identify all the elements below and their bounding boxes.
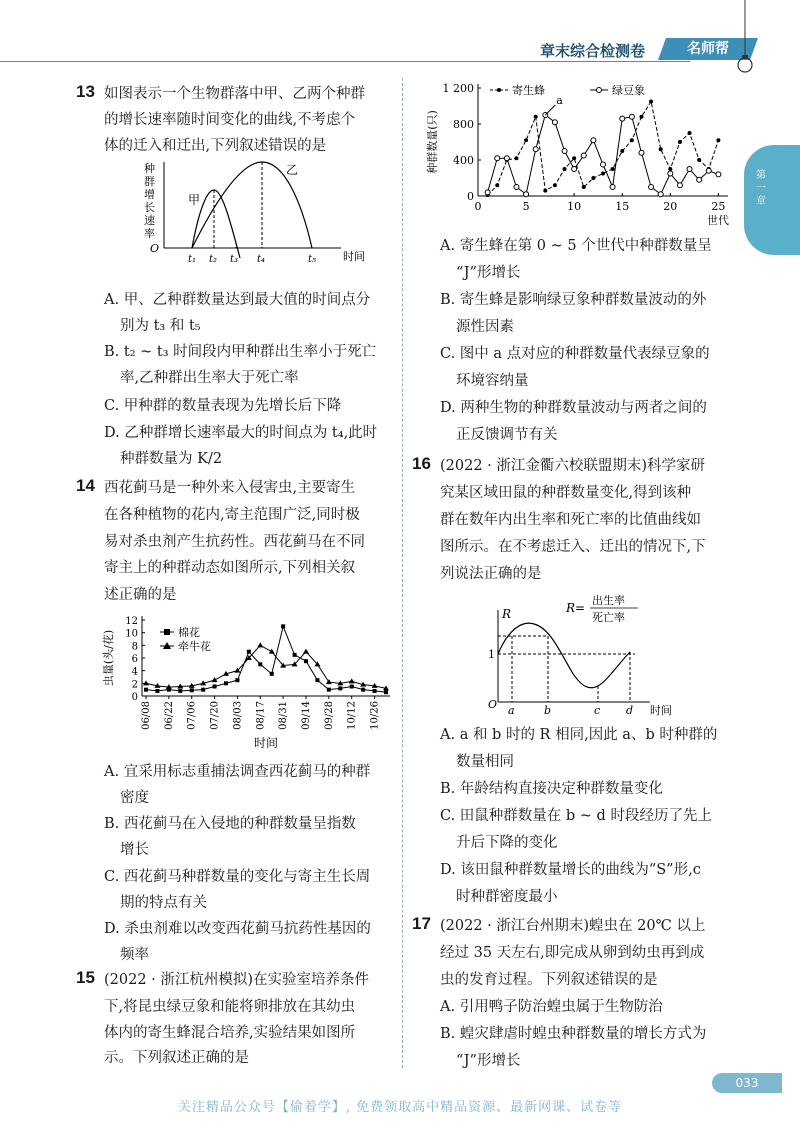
- annotation-pointer: [545, 105, 555, 115]
- data-point-circle: [706, 168, 711, 173]
- data-point-triangle: [326, 679, 332, 684]
- q13-option: C. 甲种群的数量表现为先增长后下降: [104, 398, 342, 414]
- q17-option: “J”形增长: [456, 1053, 521, 1069]
- q14-text: 易对杀虫剂产生抗药性。西花蓟马在不同: [104, 534, 365, 550]
- y-tick-label: 400: [453, 154, 474, 167]
- data-point-square: [327, 688, 331, 692]
- q15-option: C. 图中 a 点对应的种群数量代表绿豆象的: [440, 346, 710, 362]
- data-point-circle: [495, 156, 500, 161]
- data-point-square: [190, 688, 194, 692]
- legend-marker-dot: [497, 88, 501, 92]
- data-point-circle: [524, 192, 529, 197]
- y-tick-label: 10: [125, 628, 138, 640]
- q14-text: 西花蓟马是一种外来入侵害虫,主要寄生: [104, 480, 356, 496]
- q15-text: 下,将昆虫绿豆象和能将卵排放在其幼虫: [104, 999, 356, 1015]
- q15-text: 体内的寄生蜂混合培养,实验结果如图所: [104, 1025, 356, 1041]
- q13-text-3: 体的迁入和迁出,下列叙述错误的是: [104, 138, 327, 154]
- data-point-dot: [534, 115, 538, 119]
- question-number: 16: [412, 454, 431, 473]
- data-point-dot: [572, 156, 576, 160]
- data-point-circle: [485, 190, 490, 195]
- y-tick-label: 2: [131, 679, 138, 691]
- x-tick-label: 07/20: [209, 701, 221, 730]
- q13-growth-rate-figure: [136, 160, 386, 270]
- data-point-triangle: [303, 649, 309, 654]
- q13-label-yi: 乙: [286, 163, 299, 177]
- q15-text: 示。下列叙述正确的是: [104, 1050, 249, 1066]
- data-point-circle: [601, 162, 606, 167]
- q13-origin: O: [150, 242, 160, 255]
- y-tick-label: 4: [131, 666, 138, 678]
- q15-option: D. 两种生物的种群数量波动与两者之间的: [440, 400, 707, 416]
- x-tick-label: 20: [663, 200, 678, 213]
- q13-ylabel-char: 群: [144, 175, 155, 188]
- question-number: 14: [76, 476, 95, 495]
- data-point-square: [258, 662, 262, 666]
- q13-ylabel: [144, 162, 155, 240]
- q14-option: A. 宜采用标志重捕法调查西花蓟马的种群: [104, 764, 371, 780]
- data-point-square: [235, 678, 239, 682]
- q13-option: A. 甲、乙种群数量达到最大值的时间点分: [104, 292, 371, 308]
- data-point-triangle: [349, 678, 355, 683]
- q14-option: B. 西花蓟马在入侵地的种群数量呈指数: [104, 816, 356, 832]
- data-point-triangle: [212, 677, 218, 682]
- lightbulb-icon: [733, 0, 757, 80]
- q16-ratio-figure: [480, 590, 700, 720]
- q13-tick-t3: t₃: [230, 254, 239, 265]
- q15-option: “J”形增长: [456, 265, 521, 281]
- q14-option: C. 西花蓟马种群数量的变化与寄主生长周: [104, 869, 371, 885]
- q13-tick-t2: t₂: [209, 254, 218, 265]
- data-point-dot: [678, 140, 682, 144]
- q16-option: B. 年龄结构直接决定种群数量变化: [440, 781, 663, 797]
- data-point-square: [384, 690, 388, 694]
- annotation-a: a: [556, 94, 563, 107]
- x-axis-label: 时间: [253, 736, 279, 750]
- data-point-dot: [514, 156, 518, 160]
- q14-option: 频率: [120, 947, 149, 963]
- x-tick-label: 15: [615, 200, 630, 213]
- data-point-dot: [563, 167, 567, 171]
- q13-ylabel-char: 率: [144, 227, 155, 240]
- data-point-dot: [601, 172, 605, 176]
- data-point-dot: [716, 138, 720, 142]
- data-point-dot: [649, 100, 653, 104]
- legend-marker-circle: [597, 88, 602, 93]
- data-point-square: [338, 686, 342, 690]
- data-point-dot: [639, 115, 643, 119]
- data-point-dot: [668, 167, 672, 171]
- data-point-square: [270, 672, 274, 676]
- header-title: 章末综合检测卷: [540, 42, 646, 60]
- y-tick-label: 0: [467, 190, 474, 203]
- data-point-circle: [649, 185, 654, 190]
- q16-option: 时种群密度最小: [456, 889, 558, 905]
- data-point-circle: [562, 149, 567, 154]
- legend-marker-square: [164, 629, 170, 635]
- y-tick-label: 8: [131, 641, 138, 653]
- q13-option: 别为 t₃ 和 t₅: [120, 318, 201, 334]
- q16-xlabel: 时间: [650, 704, 672, 717]
- q17-text: 虫的发育过程。下列叙述错误的是: [440, 972, 658, 988]
- data-point-circle: [677, 183, 682, 188]
- q15-population-chart: [410, 78, 740, 228]
- x-tick-label: 10: [567, 200, 582, 213]
- q14-option: 增长: [120, 842, 149, 858]
- q16-text: (2022 · 浙江金衢六校联盟期末)科学家研: [440, 458, 706, 474]
- q13-option: B. t₂ ~ t₃ 时间段内甲种群出生率小于死亡: [104, 344, 377, 360]
- q13-label-jia: 甲: [188, 193, 201, 207]
- q13-option: D. 乙种群增长速率最大的时间点为 t₄,此时: [104, 425, 378, 441]
- data-point-square: [350, 685, 354, 689]
- data-point-dot: [553, 183, 557, 187]
- q16-option: A. a 和 b 时的 R 相同,因此 a、b 时种群的: [440, 727, 718, 743]
- data-point-square: [361, 688, 365, 692]
- q13-ylabel-char: 速: [144, 214, 155, 227]
- data-point-circle: [610, 185, 615, 190]
- page-number: 033: [712, 1073, 782, 1093]
- data-point-square: [213, 685, 217, 689]
- q13-option: 种群数量为 K/2: [120, 451, 223, 467]
- q16-tick-c: c: [594, 704, 601, 717]
- x-tick-label: 06/22: [163, 701, 175, 730]
- data-point-dot: [659, 147, 663, 151]
- data-point-circle: [591, 138, 596, 143]
- data-point-square: [247, 650, 251, 654]
- q16-formula-lhs: R=: [566, 601, 586, 615]
- question-number: 13: [76, 82, 95, 101]
- q13-tick-t1: t₁: [188, 254, 197, 265]
- y-tick-label: 1 200: [442, 82, 474, 95]
- data-point-dot: [582, 185, 586, 189]
- q14-option: 密度: [120, 790, 149, 806]
- x-tick-label: 25: [711, 200, 726, 213]
- question-number: 17: [412, 914, 431, 933]
- legend-label: 牵牛花: [178, 640, 211, 653]
- x-tick-label: 08/03: [232, 701, 244, 730]
- data-point-circle: [533, 147, 538, 152]
- q16-tick-d: d: [626, 704, 634, 717]
- data-point-square: [178, 689, 182, 693]
- q16-text: 群在数年内出生率和死亡率的比值曲线如: [440, 512, 701, 528]
- x-tick-label: 5: [522, 200, 530, 213]
- data-point-triangle: [269, 649, 275, 654]
- q16-tick-a: a: [508, 704, 515, 717]
- q13-ylabel-char: 增: [144, 188, 155, 201]
- data-point-circle: [687, 167, 692, 172]
- q16-text: 列说法正确的是: [440, 566, 542, 582]
- data-point-square: [315, 678, 319, 682]
- q16-tick-b: b: [544, 704, 552, 717]
- y-axis-label: 虫量(头/花): [102, 629, 115, 687]
- data-point-circle: [572, 167, 577, 172]
- data-point-dot: [611, 167, 615, 171]
- q17-text: (2022 · 浙江台州期末)蝗虫在 20℃ 以上: [440, 918, 706, 934]
- series-line-dot: [488, 102, 719, 196]
- q16-option: D. 该田鼠种群数量增长的曲线为“S”形,c: [440, 862, 701, 878]
- legend-label: 棉花: [178, 626, 200, 639]
- q13-tick-t4: t₄: [257, 254, 266, 265]
- data-point-circle: [697, 177, 702, 182]
- data-point-circle: [504, 156, 509, 161]
- q14-text: 寄主上的种群动态如图所示,下列相关叙: [104, 560, 356, 576]
- q15-text: (2022 · 浙江杭州模拟)在实验室培养条件: [104, 972, 370, 988]
- q17-option: B. 蝗灾肆虐时蝗虫种群数量的增长方式为: [440, 1026, 707, 1042]
- x-tick-label: 08/31: [278, 701, 290, 730]
- q14-text: 述正确的是: [104, 587, 177, 603]
- data-point-dot: [697, 158, 701, 162]
- q14-text: 在各种植物的花内,寄主范围广泛,同时极: [104, 507, 360, 523]
- y-tick-label: 12: [125, 616, 138, 627]
- q16-formula-num: 出生率: [592, 594, 625, 607]
- q16-origin: O: [488, 698, 498, 711]
- q15-option: 源性因素: [456, 319, 514, 335]
- q15-option: 环境容纳量: [456, 373, 529, 389]
- data-point-circle: [620, 116, 625, 121]
- q16-option: 升后下降的变化: [456, 835, 558, 851]
- data-point-circle: [668, 171, 673, 176]
- x-tick-label: 10/12: [346, 701, 358, 730]
- x-tick-label: 0: [474, 200, 482, 213]
- q15-option: 正反馈调节有关: [456, 427, 558, 443]
- q13-ylabel-char: 长: [144, 201, 155, 214]
- x-tick-label: 09/28: [323, 701, 335, 730]
- data-point-circle: [716, 172, 721, 177]
- data-point-circle: [552, 120, 557, 125]
- data-point-circle: [629, 114, 634, 119]
- legend-label: 绿豆象: [612, 84, 645, 97]
- q16-option: C. 田鼠种群数量在 b ~ d 时段经历了先上: [440, 808, 712, 824]
- column-divider: [402, 78, 403, 1068]
- q17-text: 经过 35 天左右,即完成从卵到幼虫再到成: [440, 945, 705, 961]
- data-point-square: [373, 689, 377, 693]
- data-point-square: [304, 659, 308, 663]
- data-point-dot: [688, 131, 692, 135]
- brand-label: 名师帮: [687, 41, 729, 57]
- data-point-triangle: [143, 680, 149, 685]
- data-point-square: [201, 688, 205, 692]
- q16-R-label: R: [502, 607, 512, 621]
- question-number: 15: [76, 968, 95, 987]
- data-point-dot: [620, 149, 624, 153]
- q13-text-1: 如图表示一个生物群落中甲、乙两个种群: [104, 86, 365, 102]
- q13-ylabel-char: 种: [144, 162, 155, 175]
- q17-option: A. 引用鸭子防治蝗虫属于生物防治: [440, 999, 663, 1015]
- x-tick-label: 06/08: [141, 701, 152, 730]
- q14-thrips-chart: [100, 612, 400, 752]
- x-axis-label: 世代: [707, 214, 729, 227]
- data-point-dot: [630, 138, 634, 142]
- q13-tick-t5: t₅: [308, 254, 317, 265]
- data-point-square: [155, 689, 159, 693]
- q16-option: 数量相同: [456, 754, 514, 770]
- data-point-square: [293, 653, 297, 657]
- x-tick-label: 07/06: [186, 701, 198, 730]
- chapter-tab-label: 第一章: [756, 170, 766, 207]
- chapter-side-tab: [744, 145, 800, 255]
- q16-one-label: 1: [488, 648, 495, 661]
- series-line-circle: [488, 115, 719, 194]
- data-point-dot: [524, 138, 528, 142]
- footer-note: 关注精品公众号【偷着学】, 免费领取高中精品资源、最新网课、试卷等: [177, 1100, 623, 1115]
- q15-option: B. 寄生蜂是影响绿豆象种群数量波动的外: [440, 292, 707, 308]
- data-point-circle: [639, 150, 644, 155]
- q16-formula-den: 死亡率: [592, 611, 625, 624]
- data-point-dot: [495, 183, 499, 187]
- data-point-circle: [514, 185, 519, 190]
- x-tick-label: 08/17: [255, 701, 267, 730]
- y-tick-label: 0: [131, 692, 138, 703]
- data-point-circle: [658, 192, 663, 197]
- q16-text: 究某区域田鼠的种群数量变化,得到该种: [440, 485, 692, 501]
- q16-text: 图所示。在不考虑迁入、迁出的情况下,下: [440, 539, 706, 555]
- data-point-circle: [581, 153, 586, 158]
- x-tick-label: 09/14: [301, 701, 312, 730]
- q13-text-2: 的增长速率随时间变化的曲线,不考虑个: [104, 112, 356, 128]
- x-tick-label: 10/26: [369, 701, 381, 730]
- q13-option: 率,乙种群出生率大于死亡率: [120, 370, 299, 386]
- q13-xlabel: 时间: [343, 250, 365, 263]
- q16-ratio-curve: [498, 623, 630, 688]
- data-point-dot: [543, 189, 547, 193]
- data-point-square: [224, 681, 228, 685]
- y-axis-label: 种群数量(只): [426, 110, 439, 174]
- legend-label: 寄生蜂: [512, 84, 545, 97]
- question-13: [76, 82, 95, 102]
- y-tick-label: 6: [131, 654, 138, 665]
- data-point-dot: [591, 176, 595, 180]
- data-point-triangle: [257, 642, 263, 647]
- header-rule: [0, 61, 690, 62]
- data-point-square: [144, 688, 148, 692]
- q14-option: D. 杀虫剂难以改变西花蓟马抗药性基因的: [104, 921, 371, 937]
- data-point-square: [281, 624, 285, 628]
- q15-option: A. 寄生蜂在第 0 ~ 5 个世代中种群数量呈: [440, 238, 712, 254]
- y-tick-label: 800: [453, 118, 474, 131]
- q14-option: 期的特点有关: [120, 895, 207, 911]
